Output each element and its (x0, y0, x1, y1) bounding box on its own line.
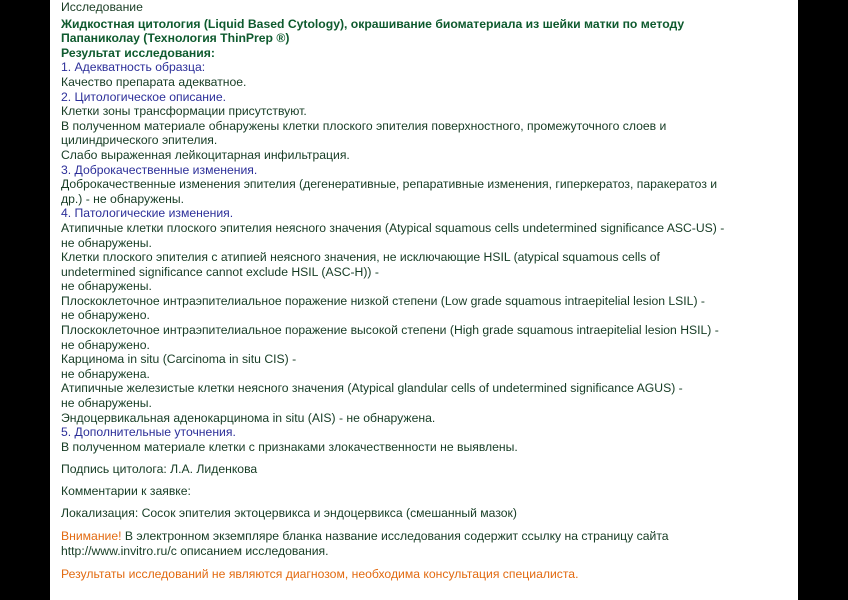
section-2-line: цилиндрического эпителия. (61, 133, 218, 148)
section-1-line: Качество препарата адекватное. (61, 74, 247, 89)
section-2-line: Слабо выраженная лейкоцитарная инфильтрация. (61, 147, 350, 162)
section-3-line: др.) - не обнаружены. (61, 191, 185, 206)
section-4-line: Клетки плоского эпителия с атипией неясного значения, не исключающие HSIL (atypical squamous cells of (61, 250, 660, 265)
study-title-line-2: Папаниколау (Технология ThinPrep ®) (61, 31, 290, 46)
order-comments: Комментарии к заявке: (61, 484, 191, 498)
sample-localization: Локализация: Сосок эпителия эктоцервикса и эндоцервикса (смешанный мазок) (61, 505, 517, 520)
section-1-title: 1. Адекватность образца: (61, 60, 206, 75)
notice-tail: с описанием исследования. (170, 543, 329, 558)
cytologist-signature: Подпись цитолога: Л.А. Лиденкова (61, 462, 258, 477)
section-4-line: Плоскоклеточное интраэпителиальное поражение высокой степени (High grade squamous intraepitelial lesion HSIL) - (61, 323, 719, 338)
notice-text: В электронном экземпляре бланка название исследования содержит ссылку на страницу сайта (124, 529, 669, 544)
section-4-line: Карцинома in situ (Carcinoma in situ CIS) - (61, 352, 297, 367)
section-4-line: не обнаружена. (61, 366, 150, 381)
section-4-line: не обнаружены. (61, 235, 152, 250)
report-page (50, 0, 798, 600)
study-title-line-1: Жидкостная цитология (Liquid Based Cytology), окрашивание биоматериала из шейки матки по методу (61, 16, 685, 31)
section-3-title: 3. Доброкачественные изменения. (61, 162, 258, 177)
notice-label: Внимание! (61, 529, 122, 544)
section-3-line: Доброкачественные изменения эпителия (дегенеративные, репаративные изменения, гиперкератоз, паракератоз и (61, 177, 718, 192)
section-4-line: undetermined significance cannot exclude HSIL (ASC-H)) - (61, 264, 379, 279)
section-5-line: В полученном материале клетки с признаками злокачественности не выявлены. (61, 439, 518, 454)
section-5-title: 5. Дополнительные уточнения. (61, 425, 236, 440)
section-4-line: не обнаружено. (61, 337, 150, 352)
notice-block (61, 529, 791, 558)
section-2-line: Клетки зоны трансформации присутствуют. (61, 104, 307, 119)
section-4-line: Плоскоклеточное интраэпителиальное поражение низкой степени (Low grade squamous intraepitelial lesion LSIL) - (61, 293, 705, 308)
section-2-line: В полученном материале обнаружены клетки плоского эпителия поверхностного, промежуточного слоев и (61, 118, 667, 133)
notice-link[interactable]: http://www.invitro.ru/ (61, 543, 171, 558)
section-4-line: не обнаружены. (61, 396, 152, 411)
section-4-line: не обнаружены. (61, 279, 152, 294)
section-2-title: 2. Цитологическое описание. (61, 89, 227, 104)
section-4-title: 4. Патологические изменения. (61, 206, 234, 221)
section-4-line: Атипичные железистые клетки неясного значения (Atypical glandular cells of undetermined significance AGUS) - (61, 381, 683, 396)
disclaimer: Результаты исследований не являются диагнозом, необходима консультация специалиста. (61, 567, 579, 582)
section-4-line: не обнаружено. (61, 308, 150, 323)
results-heading: Результат исследования: (61, 45, 215, 60)
report-content (61, 0, 791, 582)
section-4-line: Эндоцервикальная аденокарцинома in situ (AIS) - не обнаружена. (61, 410, 436, 425)
section-header: Исследование (61, 0, 143, 14)
section-4-line: Атипичные клетки плоского эпителия неясного значения (Atypical squamous cells undetermined significance ASC-US) - (61, 220, 725, 235)
